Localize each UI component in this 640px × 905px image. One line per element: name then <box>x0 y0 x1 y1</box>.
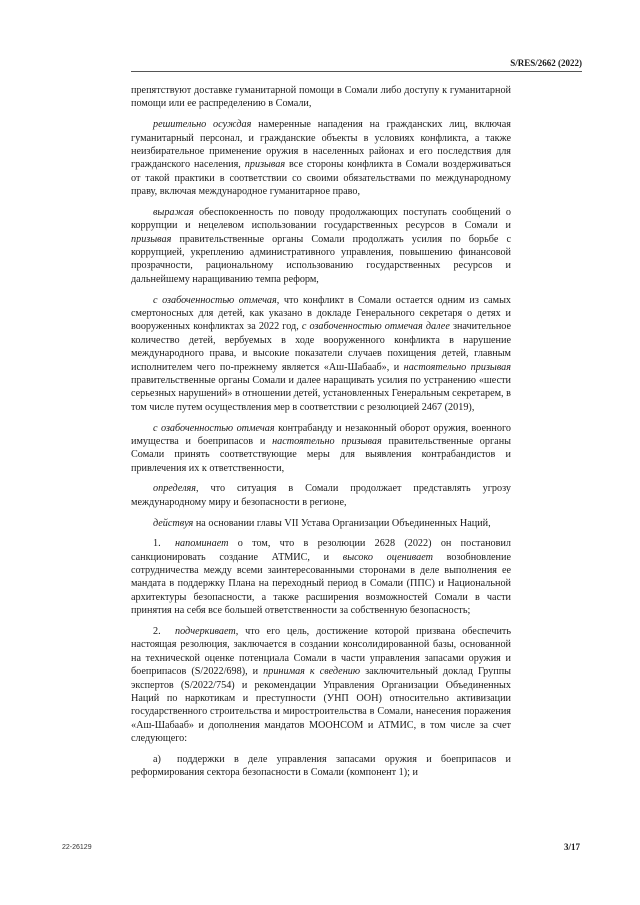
paragraph-continuation: препятствуют доставке гуманитарной помощи в Сомали либо доступу к гуманитарной помощи или ее распределению в Сомали, <box>131 85 511 110</box>
preamble-paragraph: с озабоченностью отмечая контрабанду и незаконный оборот оружия, военного имущества и боеприпасов и настоятельно призывая правительственные органы Сомали принять соответствующие меры для выявления контрабандистов и привлечения их к ответственности, <box>131 422 511 474</box>
preamble-paragraph: определяя, что ситуация в Сомали продолжает представлять угрозу международному миру и безопасности в регионе, <box>131 483 511 508</box>
page-number: 3/17 <box>563 842 580 852</box>
document-symbol: S/RES/2662 (2022) <box>510 58 582 68</box>
preamble-paragraph: с озабоченностью отмечая, что конфликт в Сомали остается одним из самых смертоносных для детей, как указано в докладе Генерального секретаря о детях и вооруженных конфликтах за 2022 год, с озабоченностью отмечая далее значительное количество детей, вербуемых в ходе вооруженного конфликта в нарушение международного права, и высокие показатели случаев похищения детей, главным исполнителем чего по-прежнему является «Аш-Шабааб», и настоятельно призывая правительственные органы Сомали и далее наращивать усилия по устранению «шести серьезных нарушений» в отношении детей, установленных Генеральным секретарем, в том числе путем осуществления мер в соответствии с резолюцией 2467 (2019), <box>131 294 512 413</box>
page-header <box>131 58 582 72</box>
document-number: 22-26129 <box>62 844 92 851</box>
preamble-paragraph: действуя на основании главы VII Устава Организации Объединенных Наций, <box>153 517 491 529</box>
paragraph-number: 1. <box>153 538 161 550</box>
sub-paragraph-letter: a) <box>153 753 161 765</box>
preamble-paragraph: выражая обеспокоенность по поводу продолжающих поступать сообщений о коррупции и нецелевом использовании государственных ресурсов в Сомали и призывая правительственные органы Сомали продолжать усилия по борьбе с коррупцией, укреплению административного управления, повышению финансовой прозрачности, рациональному использованию государственных ресурсов и дальнейшему наращиванию темпа реформ, <box>131 206 511 285</box>
sub-paragraph-a: a) поддержки в деле управления запасами оружия и боеприпасов и реформирования сектора безопасности в Сомали (компонент 1); и <box>131 753 511 779</box>
operative-paragraph-1: 1. напоминает о том, что в резолюции 2628 (2022) он постановил санкционировать создание АТМИС, и высоко оценивает возобновление сотрудничества между всеми заинтересованными сторонами в деле выполнения ее мандата в поддержку Плана на переходный период в Сомали (ППС) и Национальной архитектуры безопасности, а также расширения возможностей Сомали в части принятия на себя все большей ответственности за собственную безопасность; <box>131 538 511 617</box>
operative-paragraph-2: 2. подчеркивает, что его цель, достижение которой призвана обеспечить настоящая резолюция, заключается в создании консолидированной базы, основанной на технической оценке потенциала Сомали в части управления запасами оружия и боеприпасов (S/2022/698), и принимая к сведению заключительный доклад Группы экспертов (S/2022/754) и рекомендации Управления Организации Объединенных Наций по наркотикам и преступности (УНП ООН) относительно активизации государственного строительства и миростроительства в Сомали, нанесения поражения «Аш-Шабааб» и дополнения мандатов МООНСОМ и АТМИС, в том числе за счет следующего: <box>131 626 511 745</box>
document-body <box>131 84 511 787</box>
preamble-paragraph: решительно осуждая намеренные нападения на гражданских лиц, включая гуманитарный персонал, и гражданские объекты в условиях конфликта, а также неизбирательное применение оружия в населенных районах и его последствия для гражданского населения, призывая все стороны конфликта в Сомали воздерживаться от такой практики в соответствии со своими обязательствами по международному праву, включая международное гуманитарное право, <box>131 119 511 198</box>
paragraph-number: 2. <box>153 626 161 637</box>
